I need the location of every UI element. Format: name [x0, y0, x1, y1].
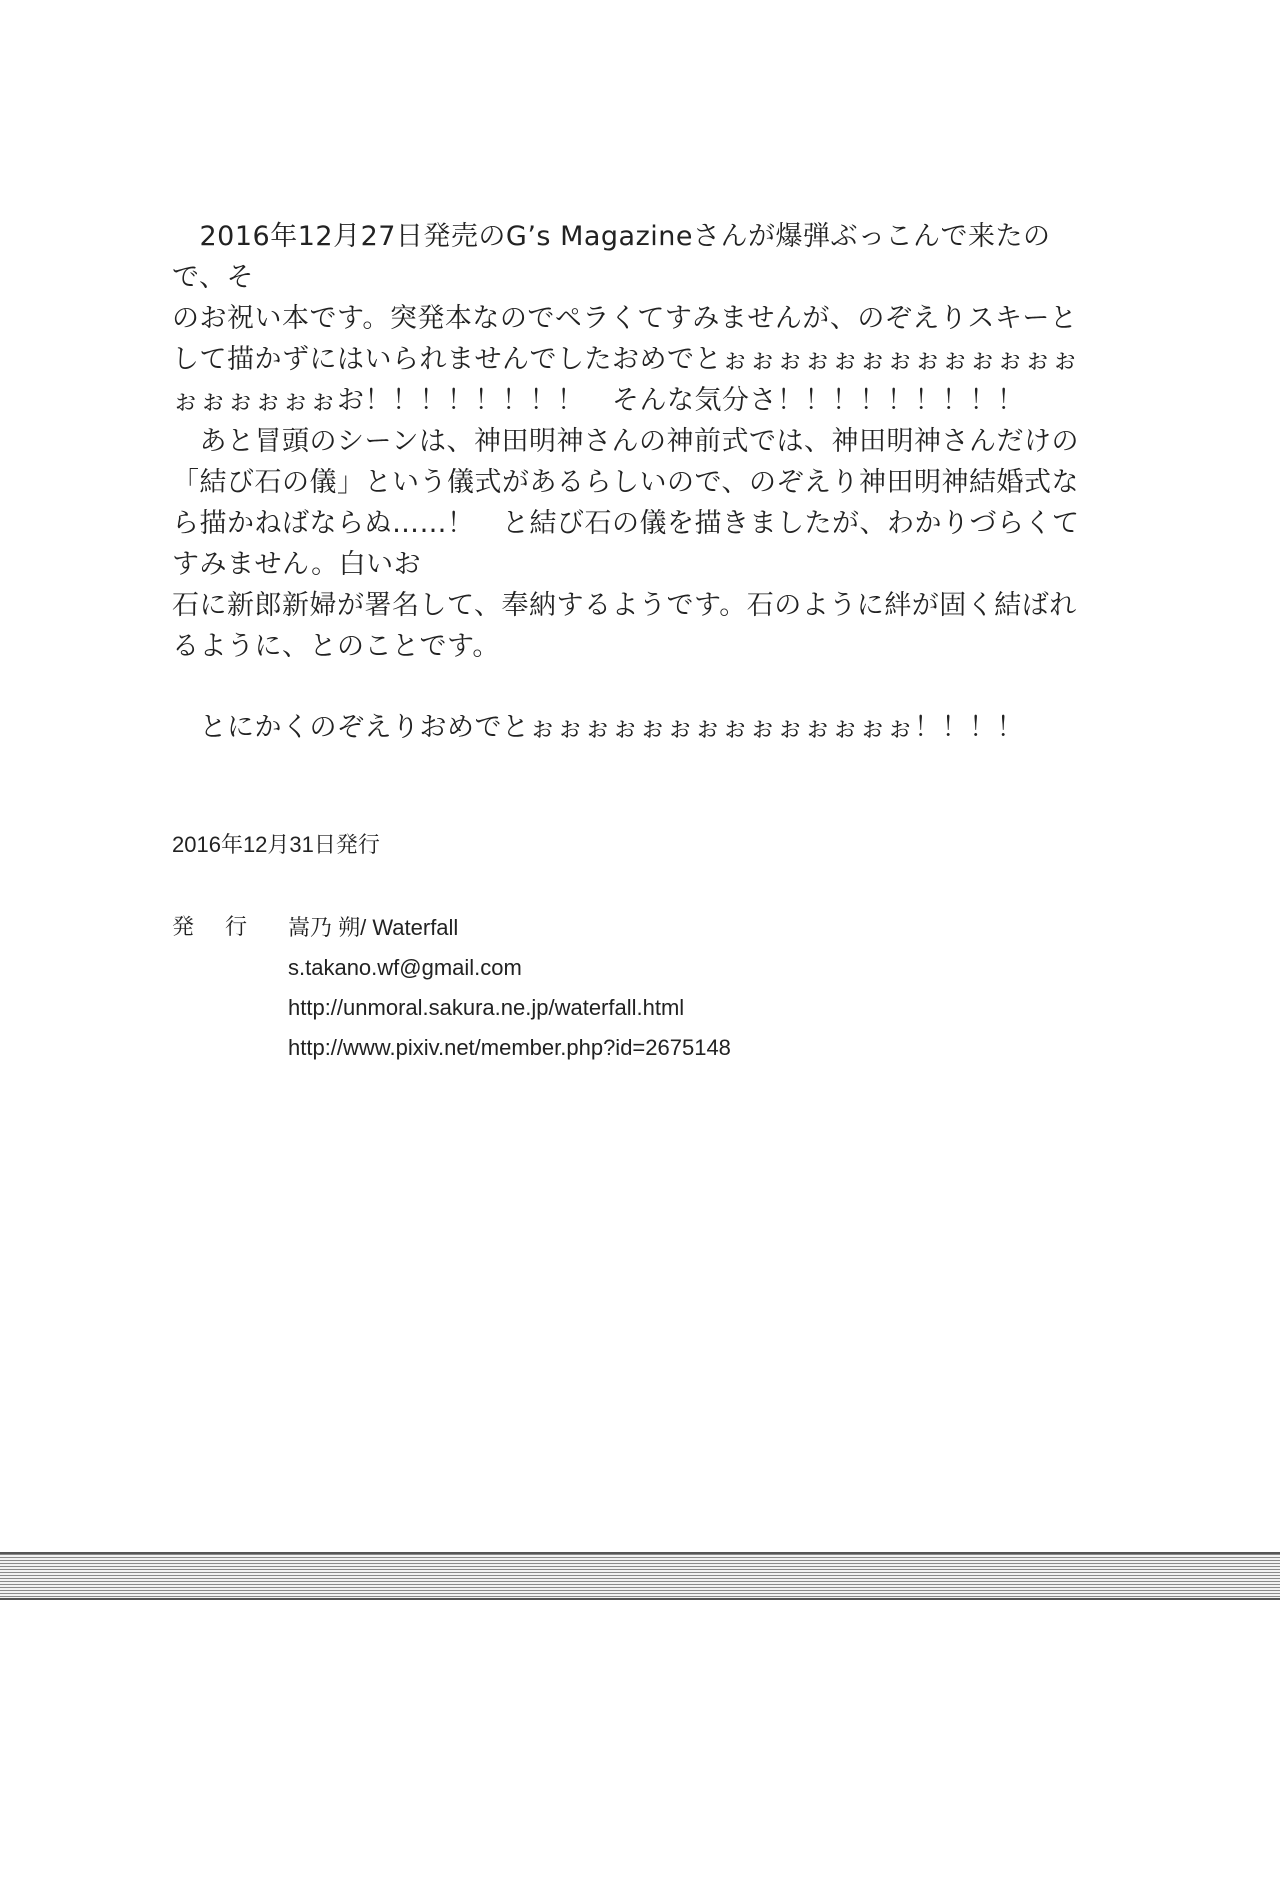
afterword-line: 石に新郎新婦が署名して、奉納するようです。石のように絆が固く結ばれ — [172, 590, 1077, 621]
afterword-line: 「結び石の儀」という儀式があるらしいので、のぞえり神田明神結婚式な — [172, 467, 1079, 498]
afterword-line: ら描かねばならぬ……！ と結び石の儀を描きましたが、わかりづらくて — [172, 508, 1080, 539]
paragraph-gap — [172, 667, 1092, 707]
afterword-line: あと冒頭のシーンは、神田明神さんの神前式では、神田明神さんだけの — [172, 426, 1079, 457]
afterword-line: のお祝い本です。突発本なのでペラくてすみませんが、のぞえりスキーと — [172, 303, 1078, 334]
pixiv-url[interactable]: http://www.pixiv.net/member.php?id=2675148 — [288, 1035, 731, 1060]
website-url[interactable]: http://unmoral.sakura.ne.jp/waterfall.html — [288, 995, 685, 1020]
afterword-line: して描かずにはいられませんでしたおめでとぉぉぉぉぉぉぉぉぉぉぉぉぉ — [172, 344, 1079, 375]
afterword-line: 2016年12月27日発売のG’s Magazineさんが爆弾ぶっこんで来たので、そ — [172, 221, 1051, 293]
afterword-line: ぉぉぉぉぉぉお！！！！！！！！ そんな気分さ！！！！！！！！！ — [172, 385, 1025, 416]
email-address[interactable]: s.takano.wf@gmail.com — [288, 955, 522, 980]
issue-date: 2016年12月31日発行 — [172, 832, 380, 857]
stripe-bottom-edge — [0, 1598, 1280, 1600]
publisher-label: 発 行 — [172, 915, 259, 940]
colophon — [172, 908, 731, 1068]
afterword-line: すみません。白いお — [172, 549, 422, 580]
publisher-details — [288, 908, 731, 1068]
afterword-text — [172, 216, 1092, 748]
decorative-stripe-band — [0, 1554, 1280, 1598]
author-name: 嵩乃 朔/ Waterfall — [288, 915, 459, 940]
colophon-row — [172, 908, 731, 1068]
afterword-line: るように、とのことです。 — [172, 631, 500, 662]
afterword-closing: とにかくのぞえりおめでとぉぉぉぉぉぉぉぉぉぉぉぉぉぉ！！！！ — [172, 712, 1024, 743]
